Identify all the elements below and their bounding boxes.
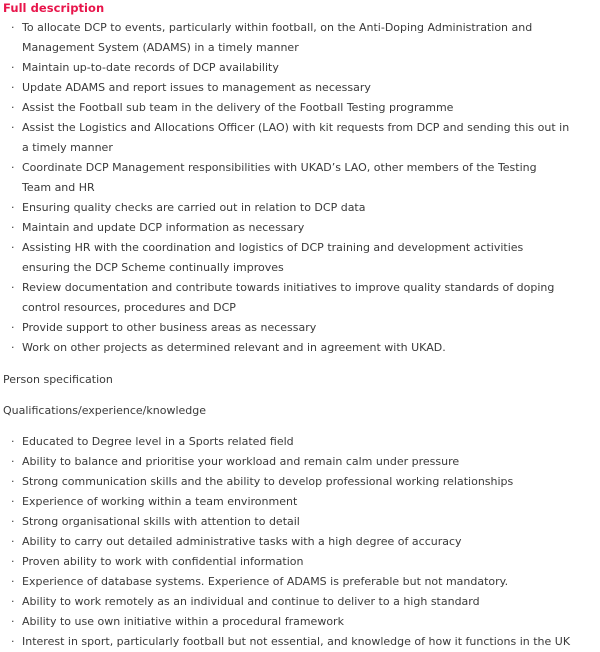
list-item (0, 632, 600, 652)
bullet-icon: · (11, 615, 15, 628)
bullet-icon: · (11, 635, 15, 648)
bullet-icon: · (11, 221, 15, 234)
list-item (0, 338, 600, 358)
list-item (0, 452, 600, 472)
bullet-icon: · (11, 201, 15, 214)
bullet-icon: · (11, 575, 15, 588)
list-item-text: Ability to balance and prioritise your workload and remain calm under pressure (22, 455, 460, 468)
list-item (0, 472, 600, 492)
list-item (0, 318, 600, 338)
list-item (0, 592, 600, 612)
list-item (0, 78, 600, 98)
bullet-icon: · (11, 21, 15, 34)
list-item-text: Maintain up-to-date records of DCP availability (22, 61, 279, 74)
bullet-icon: · (11, 121, 15, 134)
person-specification-heading: Person specification (3, 373, 113, 386)
list-item-text: Team and HR (22, 181, 95, 194)
list-item (0, 98, 600, 118)
list-item-text: Ability to work remotely as an individual and continue to deliver to a high standard (22, 595, 480, 608)
list-item-text: To allocate DCP to events, particularly within football, on the Anti-Doping Administration and (22, 21, 533, 34)
list-item-text: Management System (ADAMS) in a timely manner (22, 41, 299, 54)
list-item-text: a timely manner (22, 141, 113, 154)
list-item-text: Assist the Logistics and Allocations Officer (LAO) with kit requests from DCP and sending this out in (22, 121, 570, 134)
list-item (0, 118, 600, 158)
bullet-icon: · (11, 321, 15, 334)
list-item-text: Educated to Degree level in a Sports related field (22, 435, 294, 448)
list-item (0, 552, 600, 572)
list-item (0, 432, 600, 452)
list-item-text: Experience of database systems. Experience of ADAMS is preferable but not mandatory. (22, 575, 509, 588)
bullet-icon: · (11, 495, 15, 508)
list-item (0, 218, 600, 238)
list-item (0, 58, 600, 78)
full-description-title: Full description (3, 1, 105, 15)
bullet-icon: · (11, 595, 15, 608)
list-item (0, 18, 600, 58)
duties-list (0, 18, 600, 358)
list-item-text: control resources, procedures and DCP (22, 301, 236, 314)
list-item-text: Ability to carry out detailed administrative tasks with a high degree of accuracy (22, 535, 462, 548)
bullet-icon: · (11, 241, 15, 254)
bullet-icon: · (11, 435, 15, 448)
bullet-icon: · (11, 555, 15, 568)
list-item (0, 492, 600, 512)
list-item-text: Maintain and update DCP information as necessary (22, 221, 305, 234)
bullet-icon: · (11, 161, 15, 174)
list-item-text: Strong organisational skills with attention to detail (22, 515, 300, 528)
list-item-text: Proven ability to work with confidential information (22, 555, 304, 568)
bullet-icon: · (11, 341, 15, 354)
bullet-icon: · (11, 535, 15, 548)
bullet-icon: · (11, 475, 15, 488)
list-item (0, 532, 600, 552)
list-item (0, 198, 600, 218)
qualifications-heading: Qualifications/experience/knowledge (3, 404, 207, 417)
list-item (0, 158, 600, 198)
list-item (0, 278, 600, 318)
list-item-text: Experience of working within a team environment (22, 495, 298, 508)
bullet-icon: · (11, 455, 15, 468)
list-item-text: Assist the Football sub team in the delivery of the Football Testing programme (22, 101, 454, 114)
list-item-text: Assisting HR with the coordination and logistics of DCP training and development activities (22, 241, 524, 254)
qualifications-list (0, 432, 600, 652)
bullet-icon: · (11, 81, 15, 94)
list-item (0, 238, 600, 278)
bullet-icon: · (11, 515, 15, 528)
list-item-text: Provide support to other business areas as necessary (22, 321, 317, 334)
list-item-text: ensuring the DCP Scheme continually improves (22, 261, 284, 274)
list-item-text: Ability to use own initiative within a procedural framework (22, 615, 344, 628)
bullet-icon: · (11, 61, 15, 74)
bullet-icon: · (11, 101, 15, 114)
list-item-text: Update ADAMS and report issues to management as necessary (22, 81, 371, 94)
list-item (0, 512, 600, 532)
list-item (0, 612, 600, 632)
list-item-text: Coordinate DCP Management responsibilities with UKAD’s LAO, other members of the Testing (22, 161, 537, 174)
list-item-text: Review documentation and contribute towards initiatives to improve quality standards of doping (22, 281, 555, 294)
list-item-text: Interest in sport, particularly football but not essential, and knowledge of how it functions in the UK (22, 635, 571, 648)
list-item-text: Work on other projects as determined relevant and in agreement with UKAD. (22, 341, 446, 354)
list-item (0, 572, 600, 592)
list-item-text: Strong communication skills and the ability to develop professional working relationships (22, 475, 514, 488)
list-item-text: Ensuring quality checks are carried out in relation to DCP data (22, 201, 366, 214)
bullet-icon: · (11, 281, 15, 294)
